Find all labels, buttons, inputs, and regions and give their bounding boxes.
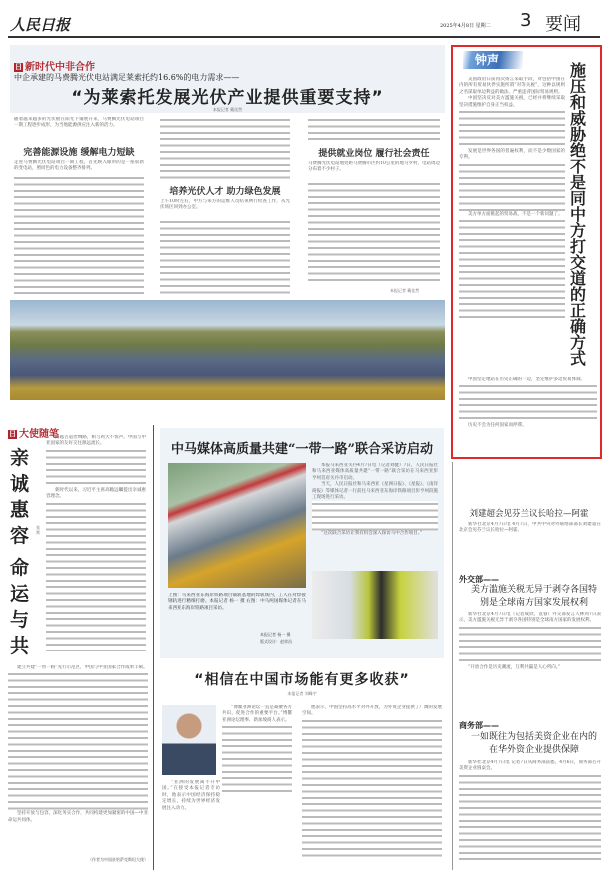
main-article (10, 45, 445, 400)
page-number: 3 (520, 10, 532, 31)
para: 当天，人民日报社和马来西亚《星洲日报》、《星报》、《南洋商报》等媒体记者一行前往马来西亚东海岸铁路项目彭亨州段施工现场进行采访。 (312, 482, 438, 501)
section-name: 要闻 (545, 14, 581, 35)
byline: 本报记者 刘峰宇 (287, 691, 317, 696)
para (459, 760, 601, 868)
header-rule (8, 36, 600, 38)
column-footer: （作者为中国驻哈萨克斯坦大使） (88, 857, 148, 862)
subhead: 培养光伏人才 助力绿色发展 (169, 187, 281, 197)
tag-label: 大使随笔 (19, 429, 59, 440)
text-block (459, 773, 601, 863)
text-block (459, 383, 597, 423)
solar-plant-photo (10, 300, 445, 400)
text-block (459, 625, 601, 665)
para (46, 435, 146, 665)
text-block (459, 109, 565, 149)
para: 新华社北京4月7日电 4月7日，中共中央对外联络部部长刘建超在北京会见芬兰议长哈拉—阿霍。 (459, 522, 601, 534)
photo-credit: 本报记者 杨一 摄 (260, 632, 291, 637)
text-block (312, 501, 438, 531)
para (312, 463, 438, 568)
column-tag (14, 58, 95, 73)
text-block (459, 162, 565, 212)
para: 建立共建“一带一路”先行示范区，中国与中亚国家合作成果丰硕。 (17, 665, 148, 670)
para (162, 780, 220, 865)
para: 中国坚决反对美方滥施关税，已经并将继续采取坚决措施维护自身正当权益。 (459, 96, 565, 108)
subhead: 完善能源设施 缓解电力短缺 (23, 148, 135, 158)
para (459, 612, 601, 707)
para: “亚洲的发展离不开中国。”在接受本报记者专访时，他表示中国经济保持稳定增长，持续为世界经济发展注入动力。 (162, 780, 220, 811)
para: 他表示，中国坚持高水平对外开放，为外资企业提供了广阔的发展空间。 (302, 705, 442, 717)
brief-kicker: 外交部—— (459, 575, 499, 584)
tag-icon: 日 (9, 430, 16, 438)
masthead-logo: 人民日报 (10, 16, 71, 34)
para: 历史不会为任何国家而停滞。 (468, 423, 527, 429)
issue-date: 2025年4月8日 星期二 (440, 23, 491, 29)
headline: “为莱索托发展光伏产业提供重要支持” (71, 88, 384, 108)
brief-headline: 美方滥施关税无异于剥夺各国特别是全球南方国家发展权利 (470, 585, 597, 608)
editorial-box (451, 45, 602, 459)
para: 本报马来西亚关丹4月7日电（记者刘健）7日，人民日报社和马来西亚媒体高质量共建“一带一路”联合采访在马来西亚彭亨州首府关丹市启动。 (312, 463, 438, 481)
byline: 本报记者 戴佳然 (212, 107, 243, 112)
para: 随着越来越多的光伏板在阳光下铺展开来，马费腾光伏电站项目一期工程逐步成形，为当地能源供应注入新的活力。 (14, 117, 144, 129)
brief-headline: 刘建超会见芬兰议长哈拉—阿霍 (469, 509, 589, 519)
text-block (160, 117, 290, 181)
text-block (14, 175, 144, 295)
rail-welding-photo (168, 463, 306, 588)
reporters-photo (312, 571, 438, 639)
design-credit: 版式设计：赵荣昌 (260, 639, 292, 644)
subhead: 提供就业岗位 履行社会责任 (318, 149, 430, 159)
media-headline: 中马媒体高质量共建“一带一路”联合采访启动 (171, 442, 433, 457)
interview-headline: “相信在中国市场能有更多收获” (194, 672, 410, 688)
text-block (302, 718, 442, 858)
brief-headline: 一如既往为包括美资企业在内的在华外资企业提供保障 (470, 732, 597, 755)
brief-kicker: 商务部—— (459, 721, 499, 730)
para: 新华社北京4月7日电（记者成欣、袁睿）外交部发言人林剑7日表示，美方滥施关税无异于剥夺各国特别是全球南方国家的发展权利。 (459, 612, 601, 624)
para: 发展是世界各国的普遍权利，而不是少数国家的专利。 (459, 149, 565, 161)
photo-caption: 上图：马来西亚东海岸铁路项目铺轨基地的焊轨场内，工人在对焊接钢轨进行精细打磨。本报记者 杨一 摄 右图：中马两国媒体记者在马来西亚东海岸铁路项目采访。 (168, 593, 306, 611)
para (222, 705, 292, 865)
para (459, 377, 597, 455)
interviewee-portrait (162, 705, 216, 775)
text-block (8, 671, 148, 811)
column-title-b: 命运与共 (10, 557, 30, 657)
column-logo: 钟声 (463, 51, 523, 69)
tag-icon: 日 (15, 63, 22, 71)
briefs-column (452, 462, 602, 870)
text-block (308, 181, 440, 285)
media-story (160, 428, 444, 658)
column-divider (153, 425, 154, 870)
para: “这次联合采访让我有机会深入探访马中合作项目。” (321, 531, 423, 537)
kicker: 中企承建的马费腾光伏电站满足莱索托约16.6%的电力需求—— (14, 73, 240, 82)
para: “开放合作是历史潮流，互利共赢是人心所向。” (468, 664, 561, 670)
text-block (160, 219, 290, 295)
text-block (222, 724, 292, 794)
text-block (46, 501, 146, 651)
para: 美国政府日前再次扬言采取手段，对包括中国在内的所有贸易伙伴实施所谓“对等关税”，这种以规则之名谋取单边利益的做法，严重违背国际贸易规则。 (459, 77, 565, 95)
para: 走进马费腾光伏电站项目一期工程，首先映入眼帘的是一座崭新的变电站，照同色的电力设备整齐排列。 (14, 160, 144, 172)
para (459, 77, 565, 373)
para (302, 705, 442, 865)
signoff: 本报记者 戴佳然 (390, 288, 420, 293)
para: 新时代以来，习近平主席高瞻远瞩提出亲诚惠容理念。 (46, 487, 146, 500)
text-block (46, 448, 146, 488)
interview-story (160, 665, 444, 870)
para: 新华社北京4月7日电 记者7日从商务部获悉，4月6日，商务部召开美资企业圆桌会。 (459, 760, 601, 772)
para: 美方单方面挑起的贸易战，不是一个新问题了。 (468, 211, 563, 217)
column-title-a: 亲诚惠容 (10, 447, 30, 547)
ambassador-column (8, 425, 148, 870)
text-block (459, 218, 565, 318)
column-author: 张霄 (36, 525, 40, 535)
para: 跨越古道丝绸路，相与鸡犬不惊声。中国与中亚国家的友好交往源远流长。 (46, 435, 146, 447)
para: 坚持开放与包容，深化务实合作，共同构建更加紧密的中国—中亚命运共同体。 (8, 811, 148, 823)
para (8, 665, 148, 855)
tag-label: 新时代中非合作 (25, 62, 95, 73)
text-block (308, 117, 440, 142)
para: 马费腾光伏电站地处距马费腾市区约10公里的地马罗村，电站周边分布着不少村子。 (308, 161, 440, 173)
para: 上午10时左右，中方与莱方的运维人员结束例行检查工作，从光伏场区回到办公室。 (160, 199, 290, 211)
editorial-title: 施压和威胁绝不是同中方打交道的正确方式 (570, 61, 587, 368)
para: “博鳌亚洲论坛一直是凝聚各方共识、促进合作的重要平台。”博鳌亚洲论坛理事、新加坡商人表示。 (222, 705, 292, 723)
para: 中国坚定地站在历史正确的一边，坚定维护多边贸易体制。 (468, 377, 585, 382)
